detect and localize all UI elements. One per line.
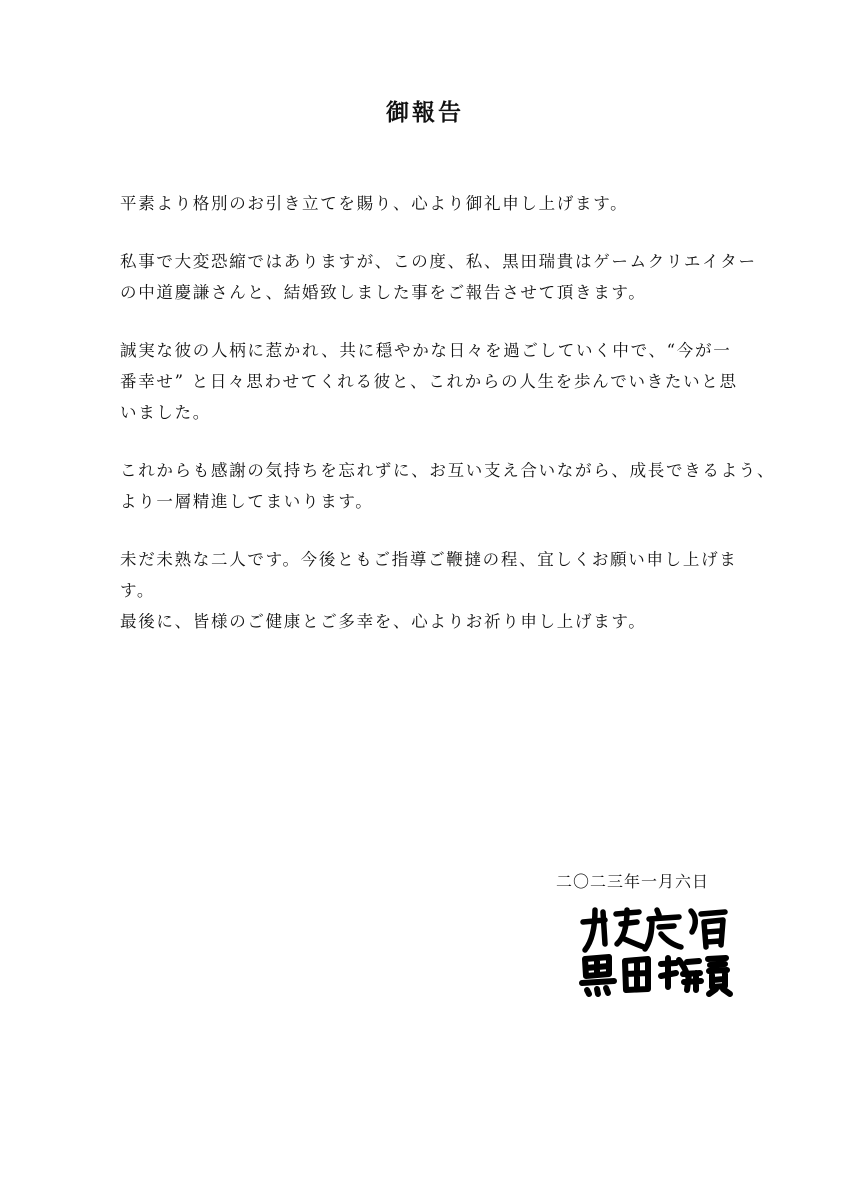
text-line: これからも感謝の気持ちを忘れずに、お互い支え合いながら、成長できるよう、	[120, 461, 776, 480]
text-line: す。	[120, 581, 156, 600]
document-date: 二〇二三年一月六日	[556, 872, 710, 891]
text-line: 誠実な彼の人柄に惹かれ、共に穏やかな日々を過ごしていく中で、“今が一	[120, 341, 732, 360]
paragraph-gratitude	[120, 455, 776, 517]
document-body	[120, 188, 776, 637]
text-line: 番幸せ” と日々思わせてくれる彼と、これからの人生を歩んでいきたいと思	[120, 372, 738, 391]
handwritten-signature	[575, 902, 735, 1002]
text-line: より一層精進してまいります。	[120, 492, 374, 511]
text-line: 平素より格別のお引き立てを賜り、心より御礼申し上げます。	[120, 194, 629, 213]
paragraph-closing	[120, 544, 745, 637]
text-line: 最後に、皆様のご健康とご多幸を、心よりお祈り申し上げます。	[120, 612, 647, 631]
paragraph-greeting	[120, 188, 745, 219]
text-line: 未だ未熟な二人です。今後ともご指導ご鞭撻の程、宜しくお願い申し上げま	[120, 550, 738, 569]
paragraph-announcement	[120, 246, 757, 308]
document-title: 御報告	[386, 99, 464, 126]
signature-drawing	[575, 902, 735, 1002]
text-line: 私事で大変恐縮ではありますが、この度、私、黒田瑞貴はゲームクリエイター	[120, 252, 757, 271]
text-line: いました。	[120, 403, 211, 422]
text-line: の中道慶謙さんと、結婚致しました事をご報告させて頂きます。	[120, 283, 647, 302]
paragraph-reason	[120, 335, 745, 428]
